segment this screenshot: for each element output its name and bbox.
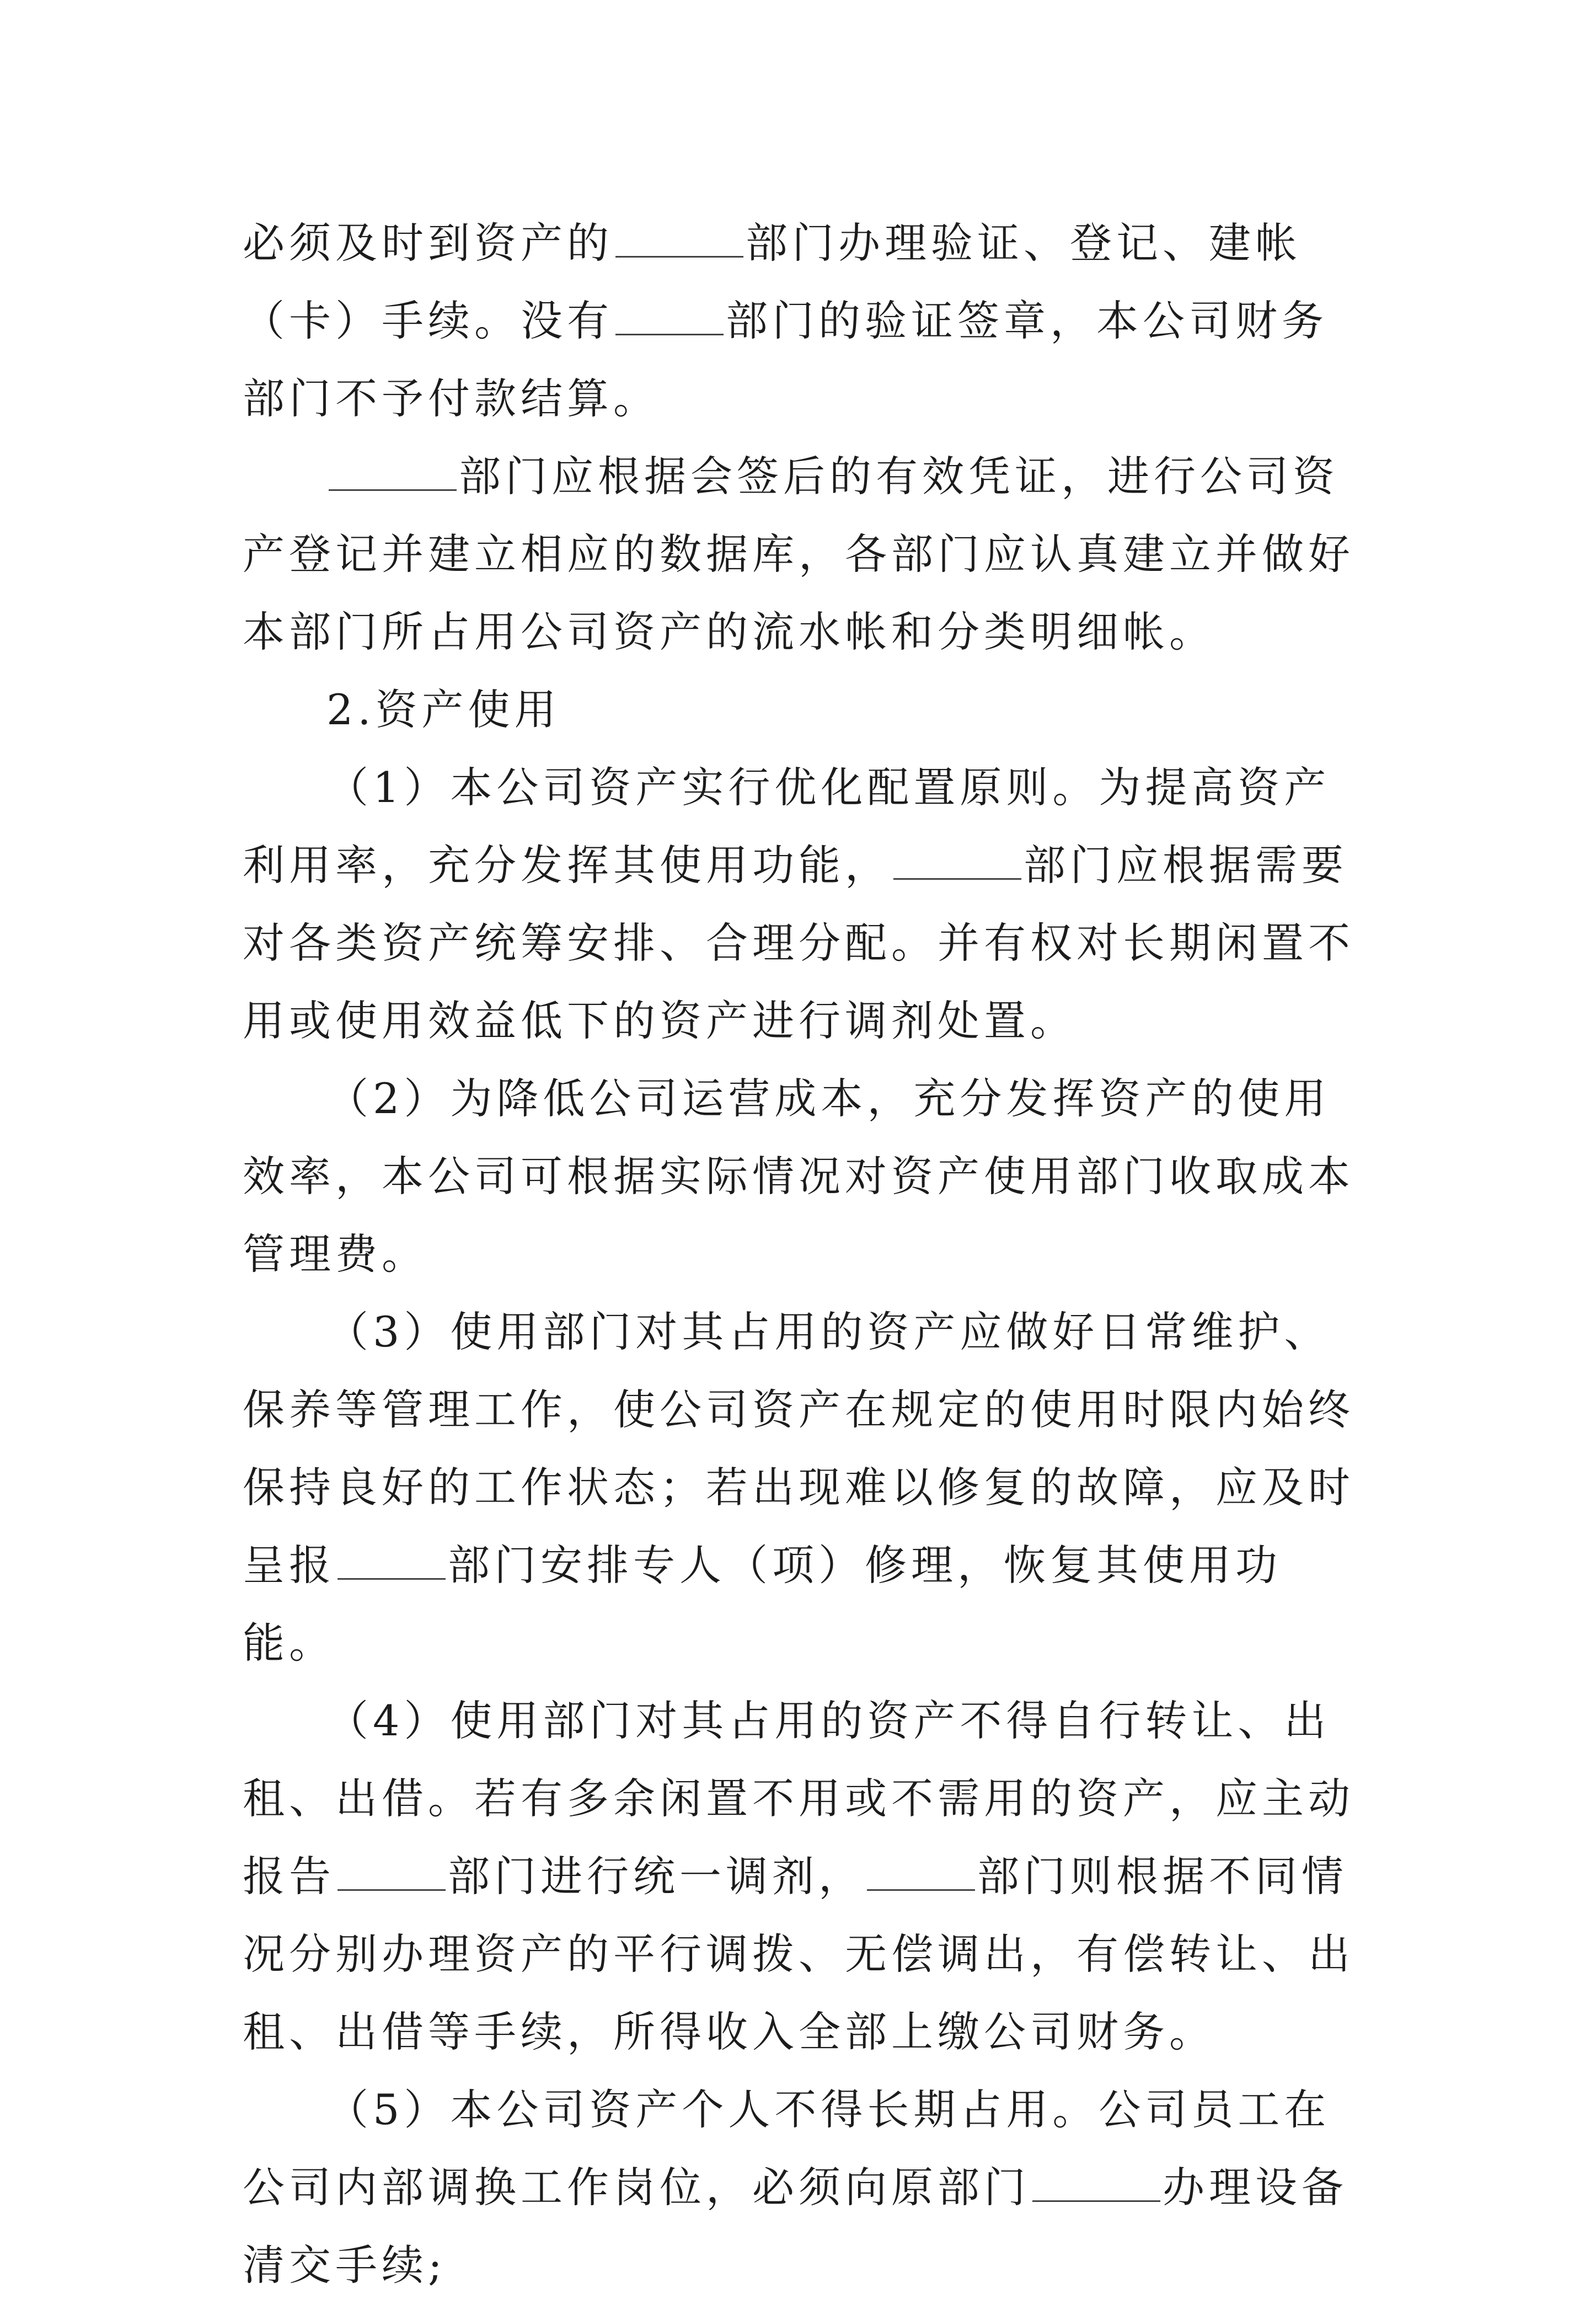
text-segment: （5）本公司资产个人不得长期占用。公司员工在公司内部调换工作岗位，必须向原部门 — [243, 2085, 1331, 2212]
fill-in-blank — [615, 217, 743, 258]
text-segment: 部门应根据会签后的有效凭证，进行公司资产登记并建立相应的数据库，各部门应认真建立并做好本部门所占用公司资产的流水帐和分类明细帐。 — [243, 452, 1354, 656]
paragraph-item-5 — [243, 2071, 1362, 2304]
text-segment: （3）使用部门对其占用的资产应做好日常维护、保养等管理工作，使公司资产在规定的使用时限内始终保持良好的工作状态；若出现难以修复的故障，应及时呈报 — [243, 1307, 1354, 1590]
text-segment: 必须及时到资产的 — [243, 218, 613, 268]
text-segment: 部门则根据不同情况分别办理资产的平行调拨、无偿调出，有偿转让、出租、出借等手续，所得收入全部上缴公司财务。 — [243, 1852, 1354, 2056]
fill-in-blank — [1032, 2162, 1160, 2202]
fill-in-blank — [867, 1851, 975, 1891]
paragraph-1 — [243, 204, 1362, 437]
fill-in-blank — [338, 1851, 446, 1891]
text-segment: 部门进行统一调剂， — [448, 1852, 865, 1901]
text-segment: （1）本公司资产实行优化配置原则。为提高资产利用率，充分发挥其使用功能， — [243, 763, 1331, 890]
fill-in-blank — [615, 295, 724, 335]
text-segment: 部门的验证签章，本公司财务部门不予付款结算。 — [243, 296, 1328, 423]
paragraph-item-3 — [243, 1293, 1362, 1682]
document-body — [243, 204, 1362, 2304]
paragraph-item-1 — [243, 749, 1362, 1060]
paragraph-2 — [243, 437, 1362, 671]
text-segment: （4）使用部门对其占用的资产不得自行转让、出租、出借。若有多余闲置不用或不需用的资产，应主动报告 — [243, 1696, 1354, 1901]
paragraph-item-4 — [243, 1682, 1362, 2071]
text-segment: 部门办理验证、登记、建帐（卡）手续。没有 — [243, 218, 1302, 345]
paragraph-item-2: （2）为降低公司运营成本，充分发挥资产的使用效率，本公司可根据实际情况对资产使用部门收取成本管理费。 — [243, 1074, 1354, 1279]
text-segment: 部门应根据需要对各类资产统筹安排、合理分配。并有权对长期闲置不用或使用效益低下的资产进行调剂处置。 — [243, 841, 1354, 1045]
section-heading: 2.资产使用 — [326, 685, 561, 734]
text-segment: 办理设备清交手续; — [243, 2163, 1348, 2290]
fill-in-blank — [893, 840, 1021, 880]
fill-in-blank — [338, 1539, 446, 1580]
text-segment: 部门安排专人（项）修理，恢复其使用功能。 — [243, 1541, 1282, 1667]
fill-in-blank — [329, 451, 457, 491]
